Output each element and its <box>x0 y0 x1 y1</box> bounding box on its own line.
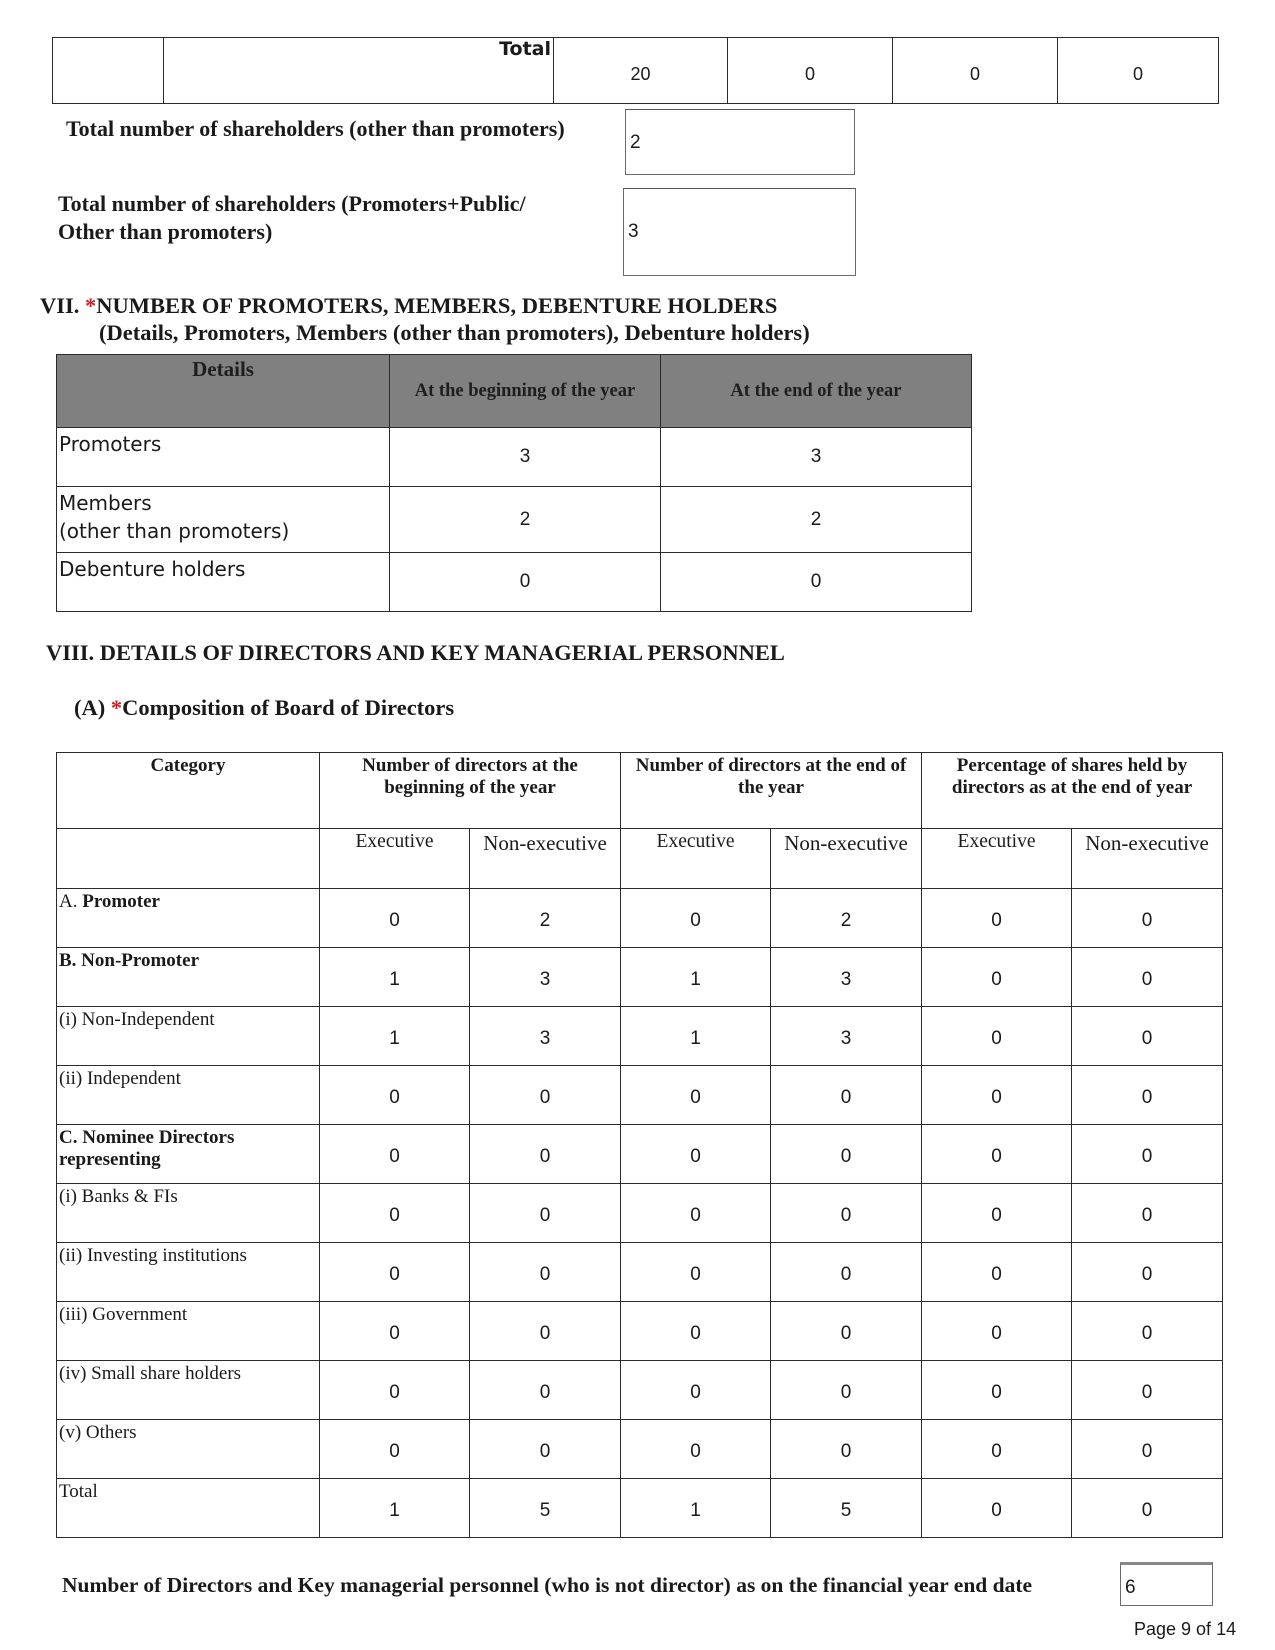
column-header-details: Details <box>57 355 390 428</box>
shareholders-total-value: 3 <box>628 221 639 242</box>
table-row <box>57 1184 1223 1243</box>
subheader-executive: Executive <box>621 829 771 889</box>
cell-value: 0 <box>470 1125 621 1184</box>
subheader-non-executive: Non-executive <box>1072 829 1223 889</box>
row-category <box>57 1243 320 1302</box>
section-vii-number: VII. <box>40 293 80 318</box>
row-category <box>57 1420 320 1479</box>
shareholders-other-value: 2 <box>630 132 641 153</box>
category-label: (v) Others <box>59 1422 137 1443</box>
cell-value: 1 <box>320 948 470 1007</box>
cell-value: 0 <box>320 889 470 948</box>
category-label: (ii) Investing institutions <box>59 1245 247 1266</box>
category-label: B. Non-Promoter <box>59 950 200 971</box>
kmp-count-value: 6 <box>1125 1577 1136 1598</box>
cell-value: 0 <box>922 1243 1072 1302</box>
row-category <box>57 1007 320 1066</box>
cell-value: 0 <box>922 1302 1072 1361</box>
cell-value: 0 <box>621 1184 771 1243</box>
cell-value: 0 <box>1072 948 1223 1007</box>
cell-value: 0 <box>1072 1125 1223 1184</box>
table-header-row <box>57 753 1223 829</box>
row-category <box>57 1184 320 1243</box>
cell-value: 3 <box>771 1007 922 1066</box>
cell-value: 0 <box>922 1066 1072 1125</box>
row-category <box>57 948 320 1007</box>
row-label: Members (other than promoters) <box>57 487 390 553</box>
total-value: 20 <box>554 38 728 104</box>
cell-value: 0 <box>1072 1420 1223 1479</box>
promoters-members-table <box>56 354 972 612</box>
cell-value: 0 <box>320 1184 470 1243</box>
table-row <box>57 1361 1223 1420</box>
cell-value: 1 <box>320 1007 470 1066</box>
total-row <box>53 38 1219 104</box>
cell-value: 1 <box>621 1479 771 1538</box>
cell-value: 0 <box>922 1007 1072 1066</box>
cell-value: 0 <box>771 1361 922 1420</box>
cell-beginning: 0 <box>390 553 661 612</box>
empty-cell <box>57 829 320 889</box>
table-row <box>57 428 972 487</box>
cell-value: 0 <box>771 1125 922 1184</box>
cell-value: 0 <box>1072 1302 1223 1361</box>
column-header-beginning: Number of directors at the beginning of the year <box>320 753 621 829</box>
table-header-row <box>57 355 972 428</box>
cell-value: 0 <box>621 1066 771 1125</box>
cell-value: 0 <box>922 1420 1072 1479</box>
cell-value: 0 <box>320 1066 470 1125</box>
cell-end: 0 <box>660 553 971 612</box>
row-category <box>57 1125 320 1184</box>
board-composition-table <box>56 752 1223 1538</box>
cell-value: 3 <box>470 948 621 1007</box>
cell-value: 0 <box>922 1125 1072 1184</box>
cell-value: 0 <box>1072 889 1223 948</box>
table-row <box>57 948 1223 1007</box>
cell-value: 0 <box>621 1125 771 1184</box>
table-row <box>57 1479 1223 1538</box>
subsection-label: (A) <box>74 695 111 720</box>
cell-value: 0 <box>621 1420 771 1479</box>
cell-value: 0 <box>621 1361 771 1420</box>
row-category <box>57 1302 320 1361</box>
shareholding-total-table <box>52 37 1219 104</box>
category-label: (ii) Independent <box>59 1068 181 1089</box>
category-label: Total <box>59 1481 98 1502</box>
kmp-count-field[interactable] <box>1120 1562 1213 1606</box>
cell-value: 3 <box>470 1007 621 1066</box>
cell-value: 0 <box>320 1361 470 1420</box>
shareholders-total-field[interactable] <box>623 188 856 276</box>
required-asterisk-icon: * <box>85 293 97 318</box>
shareholders-total-label <box>58 190 526 246</box>
cell-value: 0 <box>320 1243 470 1302</box>
table-row <box>57 1066 1223 1125</box>
cell-value: 0 <box>771 1243 922 1302</box>
column-header-end: Number of directors at the end of the year <box>621 753 922 829</box>
category-label: (i) Non-Independent <box>59 1009 215 1030</box>
total-label: Total <box>164 38 554 104</box>
cell-value: 0 <box>470 1302 621 1361</box>
cell-value: 0 <box>470 1184 621 1243</box>
page-number: Page 9 of 14 <box>1134 1619 1237 1639</box>
category-prefix: A. <box>59 891 83 912</box>
section-vii-title-text: NUMBER OF PROMOTERS, MEMBERS, DEBENTURE HOLDERS <box>96 293 778 318</box>
cell-value: 0 <box>470 1243 621 1302</box>
cell-value: 0 <box>470 1420 621 1479</box>
cell-value: 0 <box>1072 1066 1223 1125</box>
category-label: (i) Banks & FIs <box>59 1186 178 1207</box>
table-subheader-row <box>57 829 1223 889</box>
cell-value: 0 <box>922 1361 1072 1420</box>
section-viii-subtitle <box>74 695 454 721</box>
table-row <box>57 1125 1223 1184</box>
cell-value: 3 <box>771 948 922 1007</box>
category-label: C. Nominee Directors representing <box>59 1127 235 1171</box>
cell-value: 0 <box>1072 1184 1223 1243</box>
cell-value: 0 <box>1072 1243 1223 1302</box>
shareholders-total-label-line2: Other than promoters) <box>58 219 273 244</box>
cell-value: 1 <box>621 948 771 1007</box>
cell-value: 0 <box>771 1302 922 1361</box>
section-vii-subtitle: (Details, Promoters, Members (other than promoters), Debenture holders) <box>99 320 810 345</box>
table-row <box>57 1420 1223 1479</box>
cell-beginning: 3 <box>390 428 661 487</box>
cell-value: 0 <box>922 1184 1072 1243</box>
cell-value: 0 <box>771 1420 922 1479</box>
shareholders-total-label-line1: Total number of shareholders (Promoters+Public/ <box>58 191 526 216</box>
row-category <box>57 1479 320 1538</box>
total-value: 0 <box>893 38 1058 104</box>
cell-value: 0 <box>1072 1361 1223 1420</box>
cell-value: 0 <box>320 1420 470 1479</box>
cell-value: 0 <box>320 1302 470 1361</box>
row-category <box>57 1361 320 1420</box>
cell-value: 0 <box>470 1066 621 1125</box>
cell-value: 5 <box>771 1479 922 1538</box>
subheader-non-executive: Non-executive <box>771 829 922 889</box>
shareholders-other-label: Total number of shareholders (other than promoters) <box>66 116 565 141</box>
section-viii-title: VIII. DETAILS OF DIRECTORS AND KEY MANAGERIAL PERSONNEL <box>46 640 785 665</box>
required-asterisk-icon: * <box>110 695 123 720</box>
cell-end: 3 <box>660 428 971 487</box>
cell-value: 0 <box>621 1243 771 1302</box>
cell-value: 0 <box>470 1361 621 1420</box>
cell-value: 1 <box>320 1479 470 1538</box>
empty-cell <box>53 38 164 104</box>
shareholders-other-field[interactable] <box>625 109 855 175</box>
row-label: Promoters <box>57 428 390 487</box>
cell-value: 0 <box>621 889 771 948</box>
subheader-non-executive: Non-executive <box>470 829 621 889</box>
subheader-executive: Executive <box>922 829 1072 889</box>
cell-value: 0 <box>771 1066 922 1125</box>
cell-value: 0 <box>1072 1007 1223 1066</box>
column-header-beginning: At the beginning of the year <box>390 355 661 428</box>
table-row <box>57 1007 1223 1066</box>
cell-value: 2 <box>470 889 621 948</box>
category-label: Promoter <box>82 891 160 912</box>
table-row <box>57 1302 1223 1361</box>
table-row <box>57 553 972 612</box>
row-category <box>57 1066 320 1125</box>
row-label: Debenture holders <box>57 553 390 612</box>
cell-value: 0 <box>922 948 1072 1007</box>
row-category <box>57 889 320 948</box>
cell-value: 2 <box>771 889 922 948</box>
subheader-executive: Executive <box>320 829 470 889</box>
column-header-end: At the end of the year <box>660 355 971 428</box>
cell-value: 5 <box>470 1479 621 1538</box>
cell-beginning: 2 <box>390 487 661 553</box>
total-value: 0 <box>728 38 893 104</box>
cell-value: 0 <box>771 1184 922 1243</box>
subsection-title: Composition of Board of Directors <box>122 695 455 720</box>
cell-end: 2 <box>660 487 971 553</box>
cell-value: 1 <box>621 1007 771 1066</box>
cell-value: 0 <box>320 1125 470 1184</box>
total-value: 0 <box>1058 38 1219 104</box>
column-header-percentage: Percentage of shares held by directors as at the end of year <box>922 753 1223 829</box>
section-vii-title <box>40 293 777 319</box>
table-row <box>57 487 972 553</box>
table-row <box>57 889 1223 948</box>
category-label: (iii) Government <box>59 1304 188 1325</box>
column-header-category: Category <box>57 753 320 829</box>
cell-value: 0 <box>922 889 1072 948</box>
kmp-count-label: Number of Directors and Key managerial personnel (who is not director) as on the financial year end date <box>62 1573 1033 1597</box>
cell-value: 0 <box>922 1479 1072 1538</box>
table-row <box>57 1243 1223 1302</box>
cell-value: 0 <box>1072 1479 1223 1538</box>
category-label: (iv) Small share holders <box>59 1363 242 1384</box>
cell-value: 0 <box>621 1302 771 1361</box>
